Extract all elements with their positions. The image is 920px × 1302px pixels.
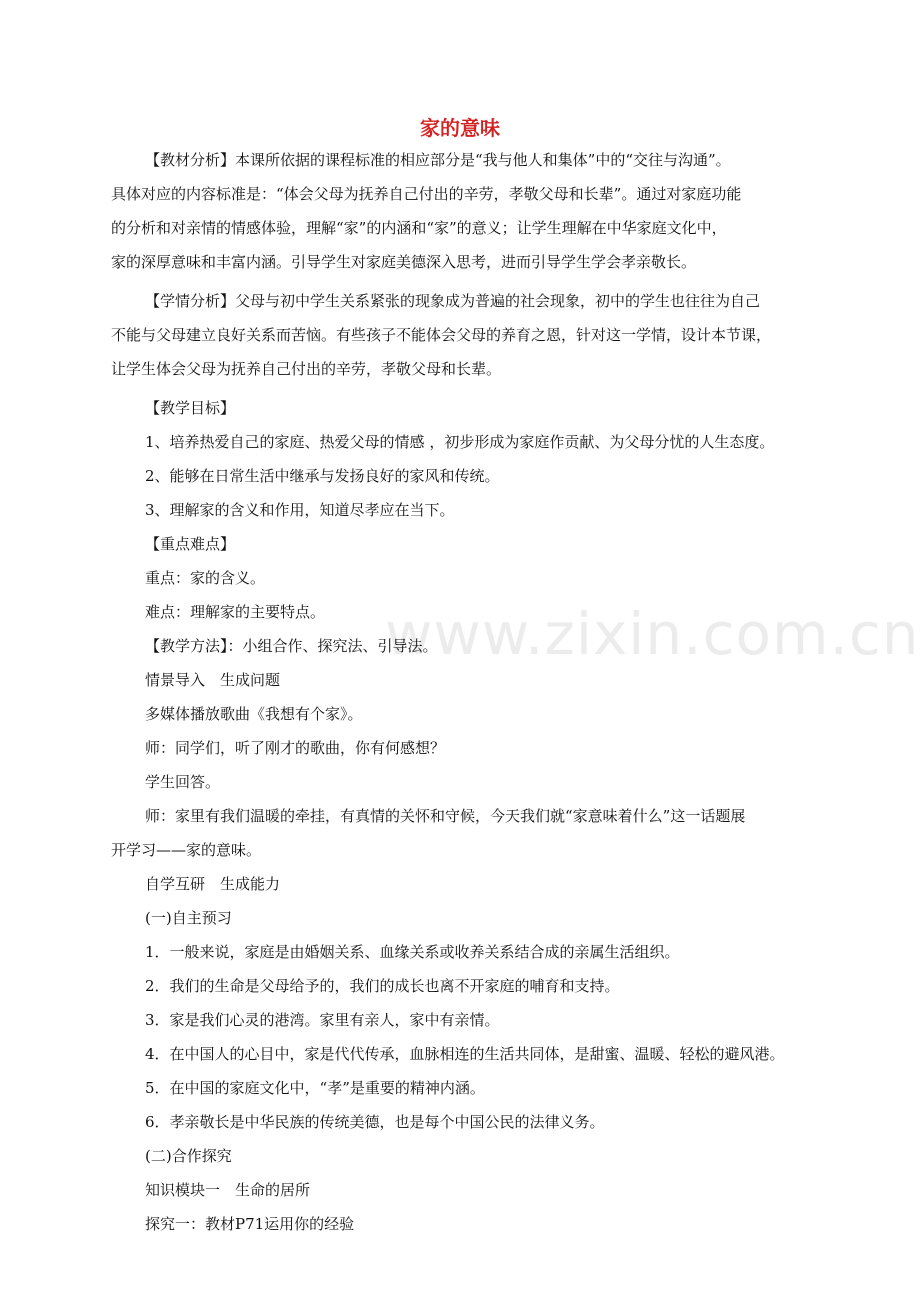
paragraph-line: 重点：家的含义。 [145, 569, 266, 587]
paragraph-line: 具体对应的内容标准是：“体会父母为抚养自己付出的辛劳，孝敬父母和长辈”。通过对家庭功能 [111, 185, 742, 203]
paragraph-line: 【学情分析】父母与初中学生关系紧张的现象成为普遍的社会现象，初中的学生也往往为自己 [145, 292, 761, 310]
section-heading: 【教学目标】 [145, 399, 236, 417]
list-item: 4．在中国人的心目中，家是代代传承，血脉相连的生活共同体，是甜蜜、温暖、轻松的避风港。 [145, 1045, 785, 1063]
paragraph-line: 情景导入 生成问题 [145, 671, 281, 689]
paragraph-line: 学生回答。 [145, 773, 221, 791]
list-item: 5．在中国的家庭文化中，“孝”是重要的精神内涵。 [145, 1079, 485, 1097]
section-heading: 知识模块一 生命的居所 [145, 1181, 311, 1199]
section-heading: 【重点难点】 [145, 535, 236, 553]
document-title: 家的意味 [420, 116, 500, 140]
section-heading: 自学互研 生成能力 [145, 875, 281, 893]
watermark: www.zixin.com.cn [385, 600, 920, 668]
section-heading: (二)合作探究 [145, 1147, 232, 1165]
list-item: 1．一般来说，家庭是由婚姻关系、血缘关系或收养关系结合成的亲属生活组织。 [145, 943, 680, 961]
paragraph-line: 的分析和对亲情的情感体验，理解“家”的内涵和“家”的意义；让学生理解在中华家庭文化中， [111, 219, 727, 237]
paragraph-line: 探究一：教材P71运用你的经验 [145, 1215, 355, 1233]
list-item: 3、理解家的含义和作用，知道尽孝应在当下。 [145, 501, 455, 519]
paragraph-line: 让学生体会父母为抚养自己付出的辛劳，孝敬父母和长辈。 [111, 360, 502, 378]
list-item: 2、能够在日常生活中继承与发扬良好的家风和传统。 [145, 467, 500, 485]
paragraph-line: 难点：理解家的主要特点。 [145, 603, 326, 621]
list-item: 3．家是我们心灵的港湾。家里有亲人，家中有亲情。 [145, 1011, 500, 1029]
paragraph-line: 师：家里有我们温暖的牵挂，有真情的关怀和守候，今天我们就“家意味着什么”这一话题展 [145, 807, 746, 825]
list-item: 1、培养热爱自己的家庭、热爱父母的情感 ，初步形成为家庭作贡献、为父母分忧的人生态度。 [145, 433, 775, 451]
section-heading: (一)自主预习 [145, 909, 232, 927]
paragraph-line: 开学习——家的意味。 [111, 841, 262, 859]
paragraph-line: 师：同学们，听了刚才的歌曲，你有何感想？ [145, 739, 446, 757]
paragraph-line: 不能与父母建立良好关系而苦恼。有些孩子不能体会父母的养育之恩，针对这一学情，设计本节课， [111, 326, 772, 344]
section-heading: 【教学方法】：小组合作、探究法、引导法。 [145, 637, 438, 655]
list-item: 6．孝亲敬长是中华民族的传统美德，也是每个中国公民的法律义务。 [145, 1113, 605, 1131]
paragraph-line: 【教材分析】本课所依据的课程标准的相应部分是“我与他人和集体”中的“交往与沟通”。 [145, 151, 731, 169]
paragraph-line: 家的深厚意味和丰富内涵。引导学生对家庭美德深入思考，进而引导学生学会孝亲敬长。 [111, 253, 697, 271]
list-item: 2．我们的生命是父母给予的，我们的成长也离不开家庭的哺育和支持。 [145, 977, 620, 995]
paragraph-line: 多媒体播放歌曲《我想有个家》。 [145, 705, 363, 723]
